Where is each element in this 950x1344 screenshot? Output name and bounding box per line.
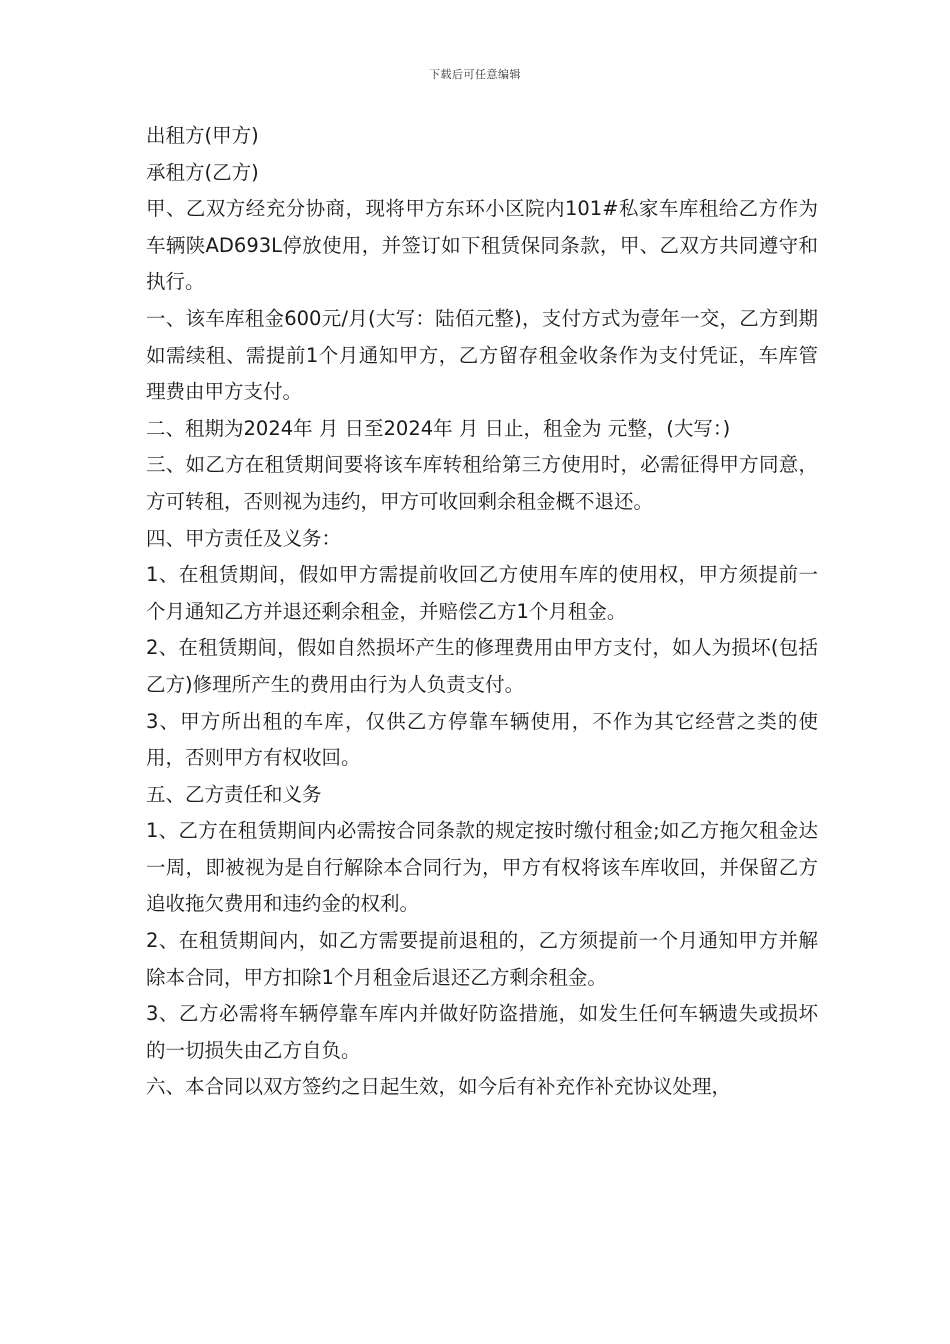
section-4-item-3: 3、甲方所出租的车库，仅供乙方停靠车辆使用，不作为其它经营之类的使用，否则甲方有权收回。 — [146, 709, 818, 770]
clause-1-rent: 一、该车库租金600元/月(大写：陆佰元整)，支付方式为壹年一交，乙方到期如需续租、需提前1个月通知甲方，乙方留存租金收条作为支付凭证，车库管理费由甲方支付。 — [146, 306, 818, 404]
clause-2-term: 二、租期为2024年 月 日至2024年 月 日止，租金为 元整，(大写：) — [146, 416, 731, 440]
section-5-item-2: 2、在租赁期间内，如乙方需要提前退租的，乙方须提前一个月通知甲方并解除本合同，甲方扣除1个月租金后退还乙方剩余租金。 — [146, 929, 818, 989]
party-lessor: 出租方(甲方) — [146, 124, 259, 147]
section-4-heading: 四、甲方责任及义务： — [146, 526, 342, 550]
clause-6-effective: 六、本合同以双方签约之日起生效，如今后有补充作补充协议处理， — [146, 1075, 732, 1099]
section-5-heading: 五、乙方责任和义务 — [146, 782, 322, 806]
section-4-item-2: 2、在租赁期间，假如自然损坏产生的修理费用由甲方支付，如人为损坏(包括乙方)修理所产生的费用由行为人负责支付。 — [146, 636, 818, 696]
section-4-item-1: 1、在租赁期间，假如甲方需提前收回乙方使用车库的使用权，甲方须提前一个月通知乙方并退还剩余租金，并赔偿乙方1个月租金。 — [146, 563, 818, 623]
party-lessee: 承租方(乙方) — [146, 160, 259, 184]
clause-3-sublet: 三、如乙方在租赁期间要将该车库转租给第三方使用时，必需征得甲方同意，方可转租，否则视为违约，甲方可收回剩余租金概不退还。 — [146, 453, 818, 513]
section-5-item-3: 3、乙方必需将车辆停靠车库内并做好防盗措施，如发生任何车辆遗失或损坏的一切损失由乙方自负。 — [146, 1002, 818, 1062]
intro-paragraph: 甲、乙双方经充分协商，现将甲方东环小区院内101#私家车库租给乙方作为车辆陕AD693L停放使用，并签订如下租赁保同条款，甲、乙双方共同遵守和执行。 — [146, 197, 818, 294]
contract-body — [146, 118, 818, 1106]
header-note: 下载后可任意编辑 — [429, 68, 521, 81]
section-5-item-1: 1、乙方在租赁期间内必需按合同条款的规定按时缴付租金;如乙方拖欠租金达一周，即被视为是自行解除本合同行为，甲方有权将该车库收回，并保留乙方追收拖欠费用和违约金的权利。 — [146, 819, 818, 916]
